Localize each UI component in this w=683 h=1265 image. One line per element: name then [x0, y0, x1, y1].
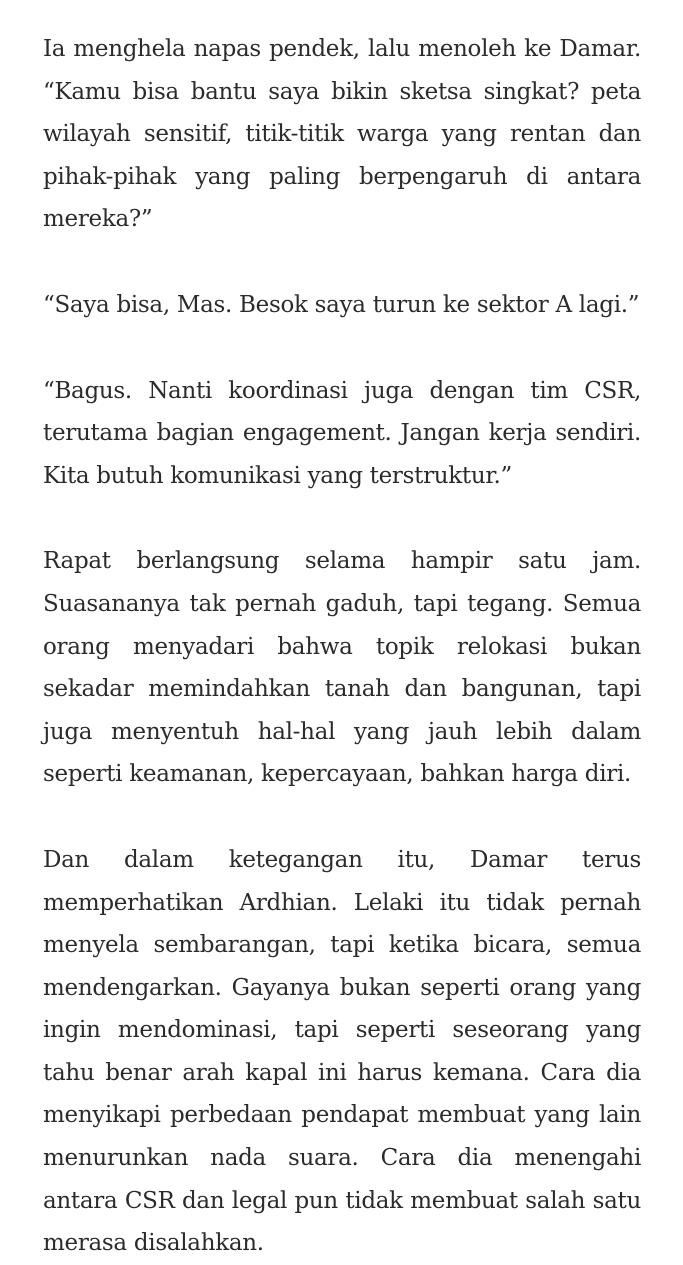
paragraph-5: Dan dalam ketegangan itu, Damar terus memperhatikan Ardhian. Lelaki itu tidak pernah menyela sembarangan, tapi ketika bicara, semua mendengarkan. Gayanya bukan seperti orang yang ingin mendominasi, tapi seperti seseorang yang tahu benar arah kapal ini harus kemana. Cara dia menyikapi perbedaan pendapat membuat yang lain menurunkan nada suara. Cara dia menengahi antara CSR dan legal pun tidak membuat salah satu merasa disalahkan.: [43, 846, 641, 1257]
paragraph-4: Rapat berlangsung selama hampir satu jam. Suasananya tak pernah gaduh, tapi tegang. Semua orang menyadari bahwa topik relokasi bukan sekadar memindahkan tanah dan bangunan, tapi juga menyentuh hal-hal yang jauh lebih dalam seperti keamanan, kepercayaan, bahkan harga diri.: [43, 548, 641, 788]
paragraph-3: “Bagus. Nanti koordinasi juga dengan tim CSR, terutama bagian engagement. Jangan kerja sendiri. Kita butuh komunikasi yang terstruktur.”: [43, 377, 641, 489]
paragraph-2: “Saya bisa, Mas. Besok saya turun ke sektor A lagi.”: [43, 291, 640, 318]
paragraph-1: Ia menghela napas pendek, lalu menoleh ke Damar. “Kamu bisa bantu saya bikin sketsa singkat? peta wilayah sensitif, titik-titik warga yang rentan dan pihak-pihak yang paling berpengaruh di antara mereka?”: [43, 36, 641, 233]
story-text: [43, 28, 641, 1265]
